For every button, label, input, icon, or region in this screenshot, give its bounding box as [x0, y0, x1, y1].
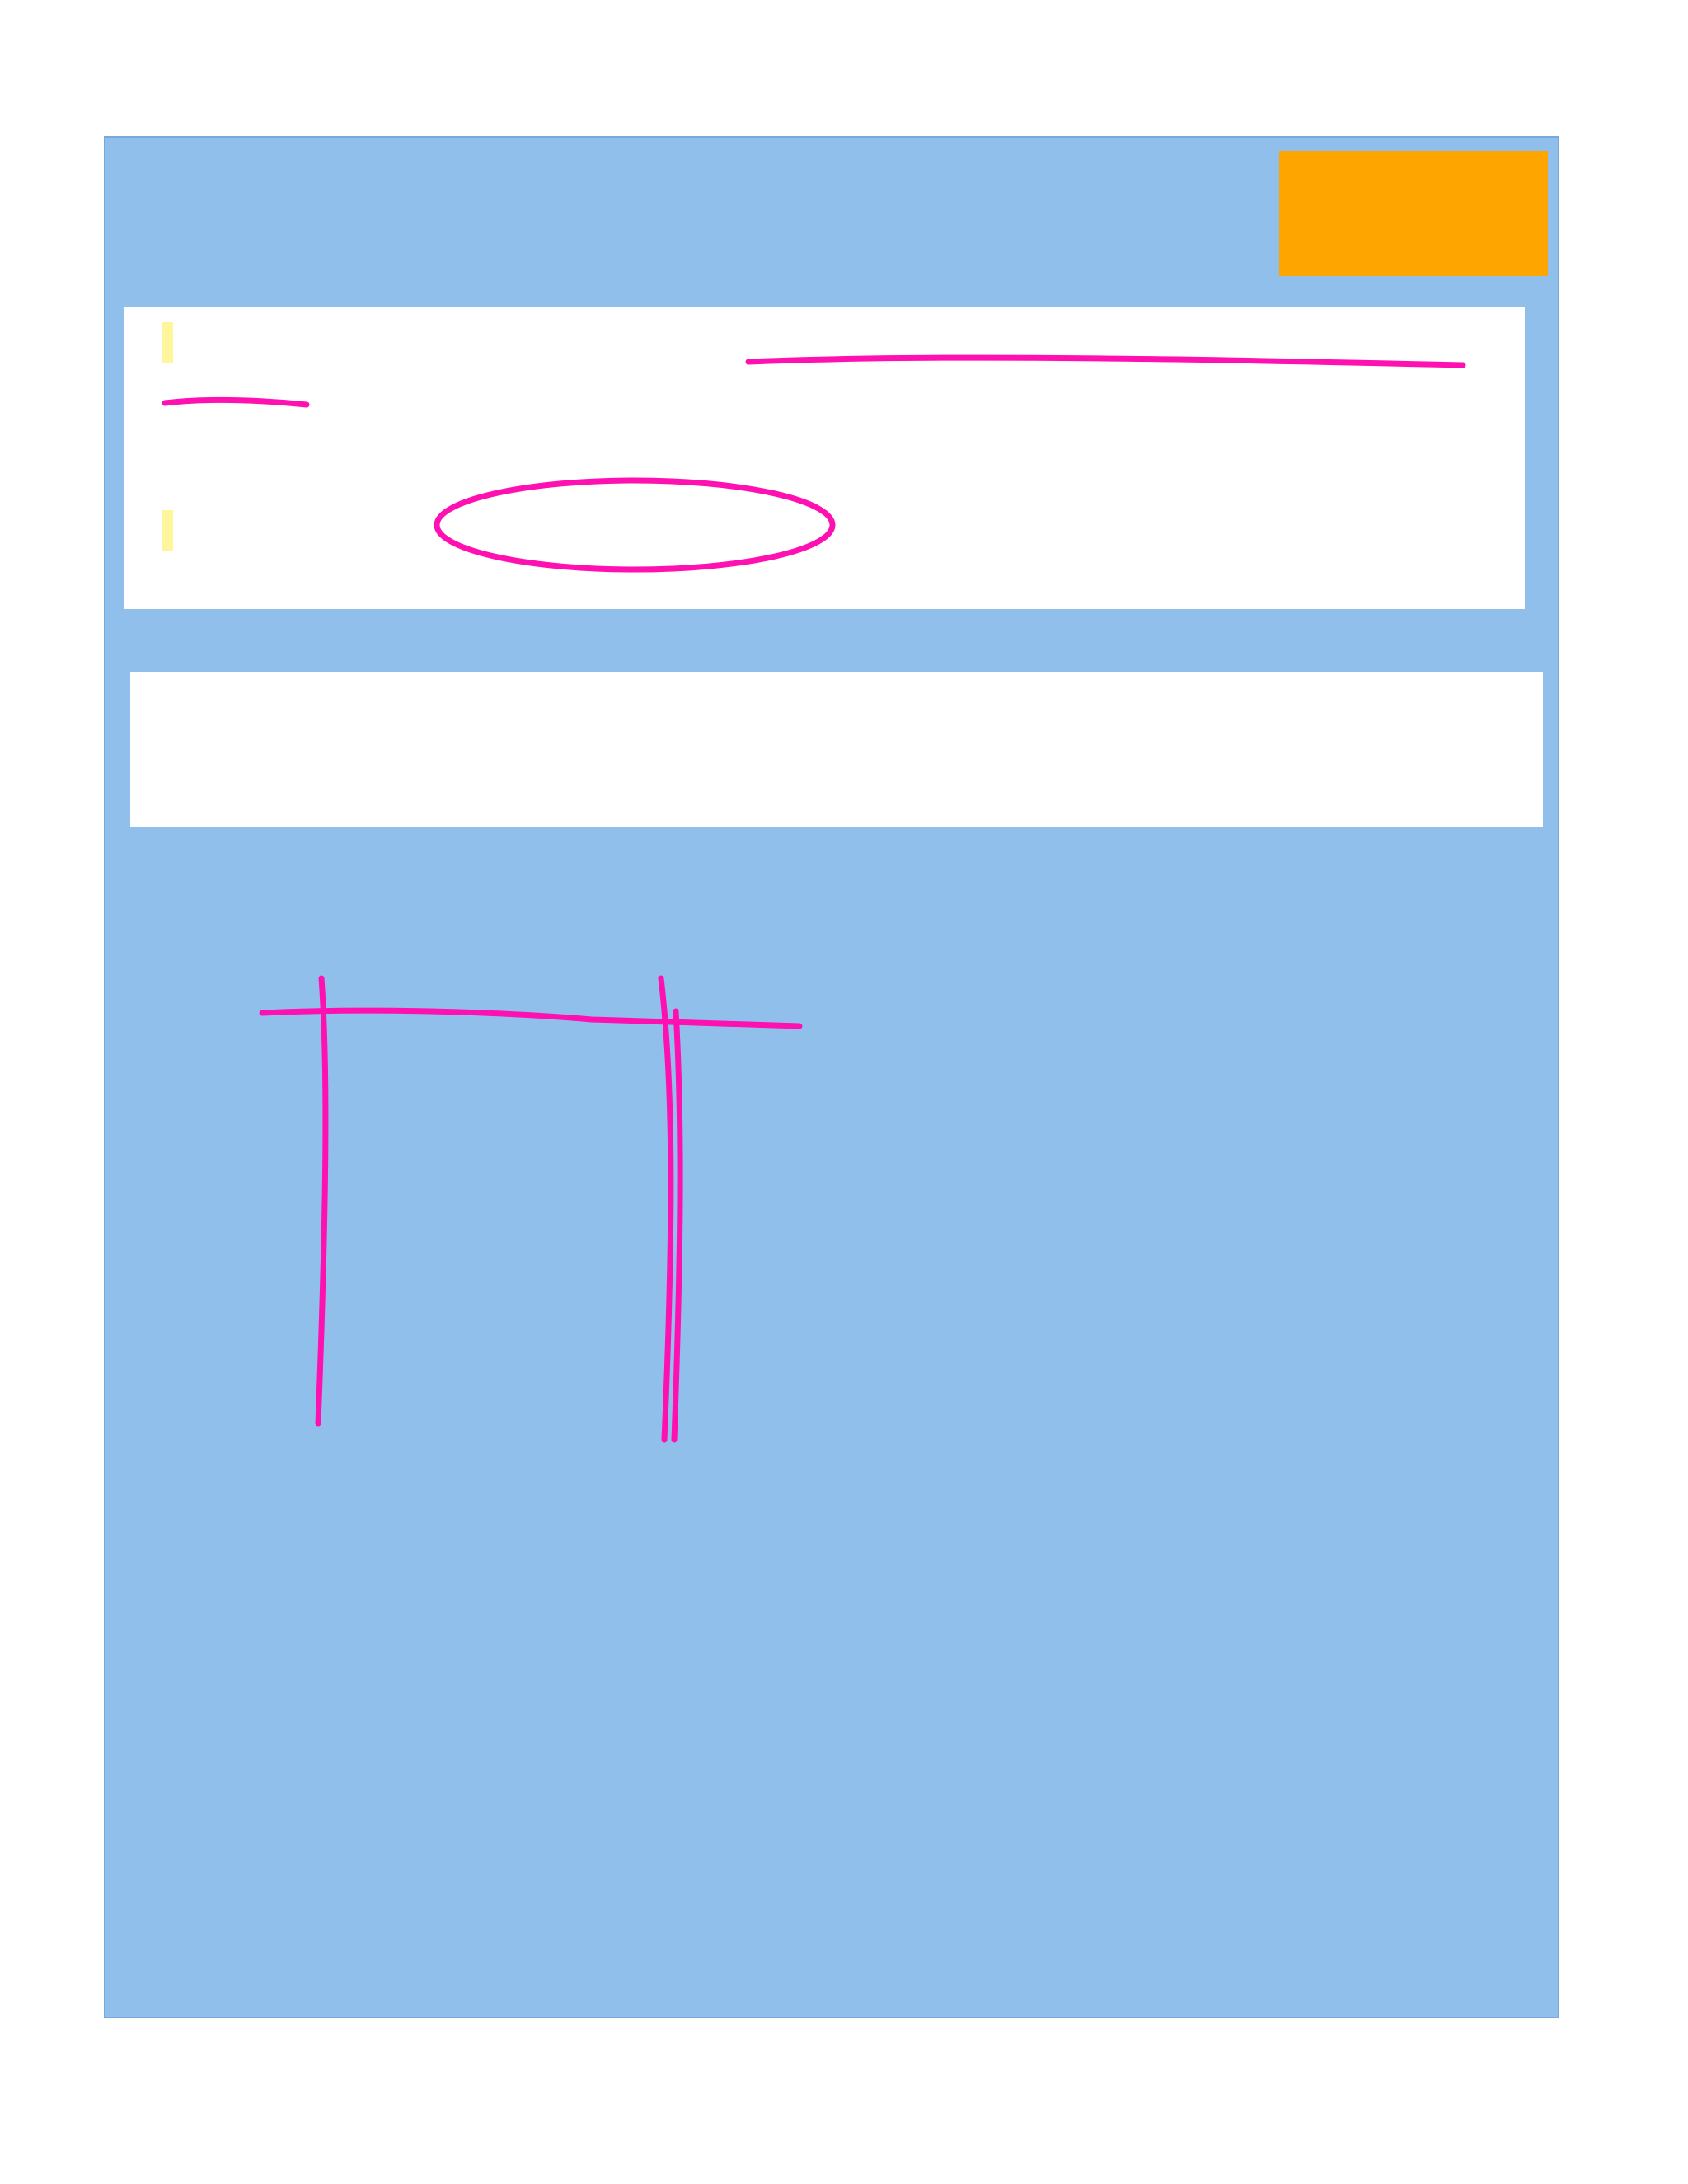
table-divider-3 [674, 1011, 680, 1440]
table-divider-1 [318, 978, 326, 1423]
notes-page [104, 136, 1559, 2018]
handwritten-table [246, 863, 658, 1357]
definition-annotations [124, 307, 1525, 609]
exercise-panel [130, 672, 1543, 827]
homework-box [1279, 151, 1548, 276]
circle-count-of-items [437, 480, 832, 569]
coordinate-graph [920, 896, 1431, 1407]
underline-meaning [165, 400, 307, 405]
underline-continuous [748, 358, 1463, 365]
table-header-line [262, 1010, 799, 1026]
definitions-panel [124, 307, 1525, 609]
table-divider-2 [661, 978, 671, 1440]
